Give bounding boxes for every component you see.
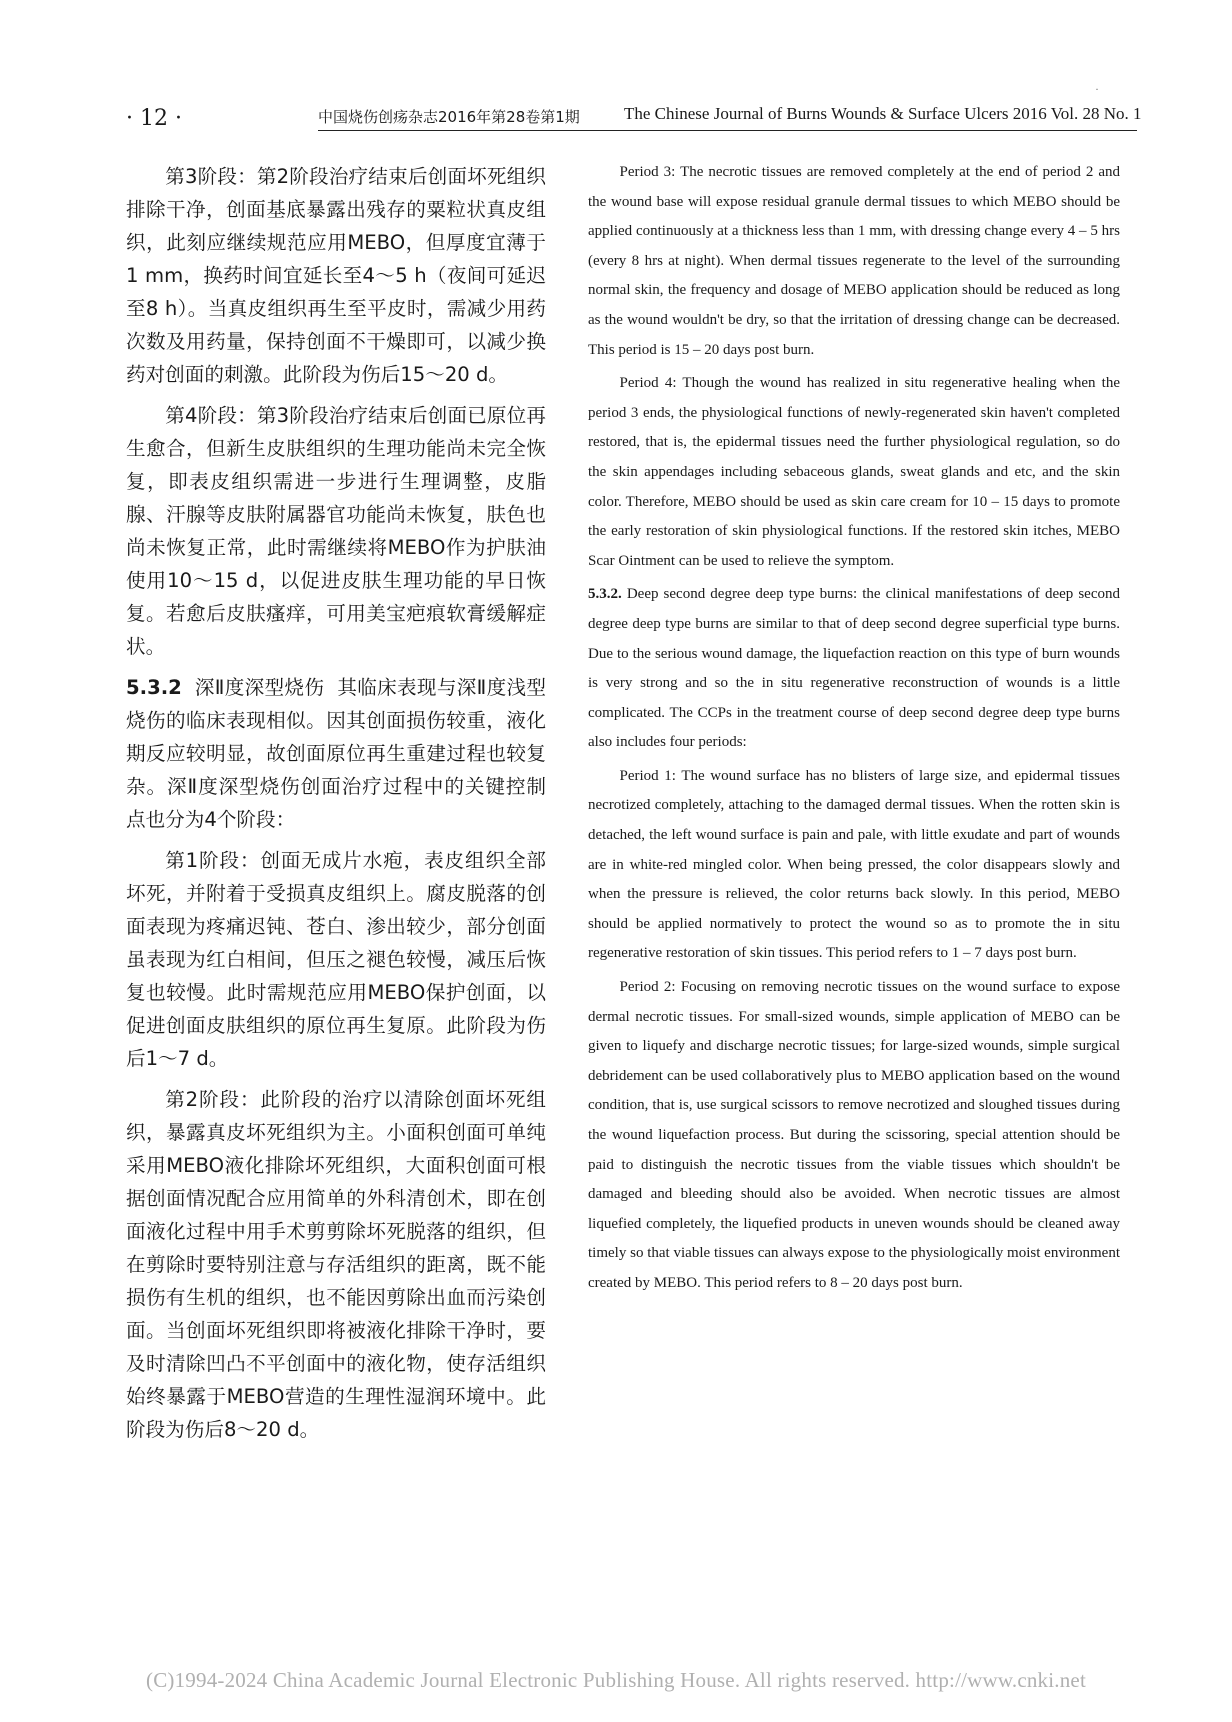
page-number: · 12 · <box>126 106 182 131</box>
journal-title-cn: 中国烧伤创疡杂志2016年第28卷第1期 <box>318 108 580 126</box>
section-number: 5.3.2 <box>126 676 182 699</box>
running-header <box>0 98 1232 138</box>
section-title: 深Ⅱ度深型烧伤 <box>194 676 325 699</box>
header-rule <box>318 130 1137 131</box>
chinese-column <box>126 160 546 1454</box>
corner-mark: · <box>1095 82 1099 96</box>
paragraph-period-2-en: Period 2: Focusing on removing necrotic tissues on the wound surface to expose dermal necrotic tissues. For small-sized wounds, simple application of MEBO can be given to liquefy and discharge necrotic tissues; for large-sized wounds, simple surgical debridement can be used collaboratively plus to MEBO application based on the wound condition, that is, use surgical scissors to remove necrotized and sloughed tissues during the wound liquefaction process. But during the scissoring, special attention should be paid to distinguish the necrotic tissues from the viable tissues which shouldn't be damaged and bleeding should also be avoided. When necrotic tissues are almost liquefied completely, the liquefied products in uneven wounds should be cleaned away timely so that viable tissues can always expose to the physiologically moist environment created by MEBO. This period refers to 8 – 20 days post burn. <box>588 979 1120 1291</box>
english-column <box>588 158 1120 1303</box>
journal-title-en: The Chinese Journal of Burns Wounds & Surface Ulcers 2016 Vol. 28 No. 1 <box>624 104 1142 123</box>
paragraph-period-1-cn: 第1阶段：创面无成片水疱，表皮组织全部坏死，并附着于受损真皮组织上。腐皮脱落的创面表现为疼痛迟钝、苍白、渗出较少，部分创面虽表现为红白相间，但压之褪色较慢，减压后恢复也较慢。此时需规范应用MEBO保护创面，以促进创面皮肤组织的原位再生复原。此阶段为伤后1～7 d。 <box>126 849 546 1070</box>
paragraph-period-3-cn: 第3阶段：第2阶段治疗结束后创面坏死组织排除干净，创面基底暴露出残存的粟粒状真皮组织，此刻应继续规范应用MEBO，但厚度宜薄于1 mm，换药时间宜延长至4～5 h（夜间可延迟至8 h）。当真皮组织再生至平皮时，需减少用药次数及用药量，保持创面不干燥即可，以减少换药对创面的刺激。此阶段为伤后15～20 d。 <box>126 165 546 386</box>
paragraph-period-1-en: Period 1: The wound surface has no blisters of large size, and epidermal tissues necrotized completely, attaching to the damaged dermal tissues. When the rotten skin is detached, the left wound surface is pain and pale, with little exudate and part of wounds are in white-red mingled color. When being pressed, the color disappears slowly and when the pressure is relieved, the color returns back slowly. In this period, MEBO should be applied normatively to protect the wound so as to promote the in situ regenerative restoration of skin tissues. This period refers to 1 – 7 days post burn. <box>588 767 1120 962</box>
paragraph-period-4-cn: 第4阶段：第3阶段治疗结束后创面已原位再生愈合，但新生皮肤组织的生理功能尚未完全恢复，即表皮组织需进一步进行生理调整，皮脂腺、汗腺等皮肤附属器官功能尚未恢复，肤色也尚未恢复正常，此时需继续将MEBO作为护肤油使用10～15 d，以促进皮肤生理功能的早日恢复。若愈后皮肤瘙痒，可用美宝疤痕软膏缓解症状。 <box>126 404 546 658</box>
section-text: Deep second degree deep type burns: the clinical manifestations of deep second degree deep type burns are similar to that of deep second degree superficial type burns. Due to the serious wound damage, the liquefaction reaction on this type of burn wounds is very strong and so the in situ regenerative reconstruction of wounds is a little complicated. The CCPs in the treatment course of deep second degree deep type burns also includes four periods: <box>588 586 1120 751</box>
section-5-3-2-cn <box>126 671 546 836</box>
copyright-footer: (C)1994-2024 China Academic Journal Electronic Publishing House. All rights reserved. http://www.cnki.net <box>146 1668 1086 1692</box>
section-text: 其临床表现与深Ⅱ度浅型烧伤的临床表现相似。因其创面损伤较重，液化期反应较明显，故创面原位再生重建过程也较复杂。深Ⅱ度深型烧伤创面治疗过程中的关键控制点也分为4个阶段： <box>126 676 546 831</box>
section-number: 5.3.2. <box>588 586 622 603</box>
paragraph-period-4-en: Period 4: Though the wound has realized in situ regenerative healing when the period 3 ends, the physiological functions of newly-regenerated skin haven't completed restored, that is, the epidermal tissues need the further physiological regulation, so do the skin appendages including sebaceous glands, sweat glands and etc, and the skin color. Therefore, MEBO should be used as skin care cream for 10 – 15 days to promote the early restoration of skin physiological functions. If the restored skin itches, MEBO Scar Ointment can be used to relieve the symptom. <box>588 375 1120 569</box>
paragraph-period-2-cn: 第2阶段：此阶段的治疗以清除创面坏死组织，暴露真皮坏死组织为主。小面积创面可单纯采用MEBO液化排除坏死组织，大面积创面可根据创面情况配合应用简单的外科清创术，即在创面液化过程中用手术剪剪除坏死脱落的组织，但在剪除时要特别注意与存活组织的距离，既不能损伤有生机的组织，也不能因剪除出血而污染创面。当创面坏死组织即将被液化排除干净时，要及时清除凹凸不平创面中的液化物，使存活组织始终暴露于MEBO营造的生理性湿润环境中。此阶段为伤后8～20 d。 <box>126 1088 546 1441</box>
paragraph-period-3-en: Period 3: The necrotic tissues are removed completely at the end of period 2 and the wound base will expose residual granule dermal tissues to which MEBO should be applied continuously at a thickness less than 1 mm, with dressing change every 4 – 5 hrs (every 8 hrs at night). When dermal tissues regenerate to the level of the surrounding normal skin, the frequency and dosage of MEBO application should be reduced as long as the wound wouldn't be dry, so that the irritation of dressing change can be decreased. This period is 15 – 20 days post burn. <box>588 164 1120 358</box>
section-5-3-2-en <box>588 580 1120 758</box>
